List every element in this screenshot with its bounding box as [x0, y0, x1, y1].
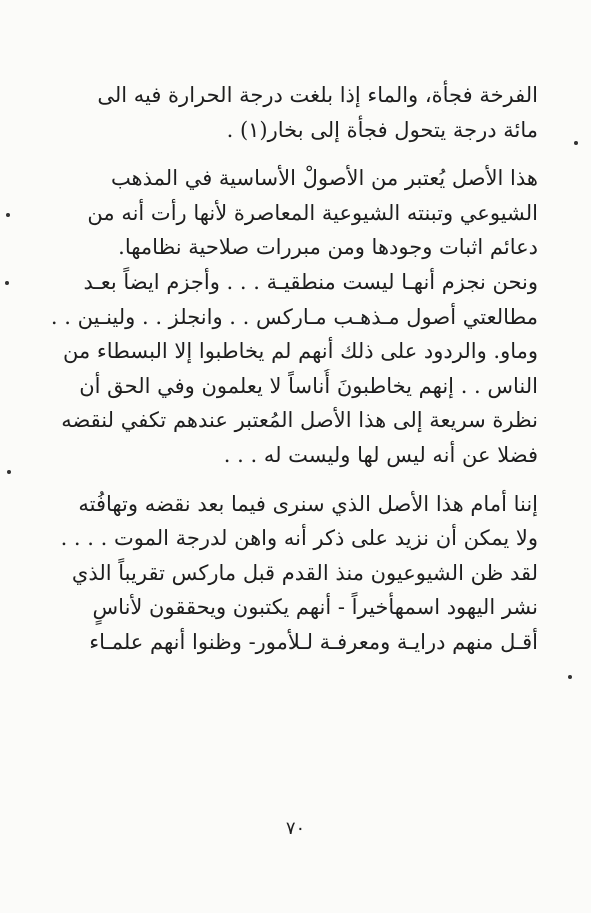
margin-mark: [7, 470, 11, 474]
text-line: لقد ظن الشيوعيون منذ القدم قبل ماركس تقريباً الذي: [71, 560, 538, 585]
text-line: مطالعتي أصول مـذهـب مـاركس . . وانجلز . . ولينـين . .: [50, 304, 538, 329]
margin-mark: [568, 675, 572, 679]
text-line: الناس . . إنهم يخاطبونَ أُناساً لا يعلمون وفي الحق أن: [79, 373, 538, 398]
text-line: وماو. والردود على ذلك أنهم لم يخاطبوا إلا البسطاء من: [62, 339, 538, 364]
text-line: ونحن نجزم أنهـا ليست منطقيـة . . . وأجزم ايضاً بعـد: [83, 269, 538, 294]
text-line: ولا يمكن أن نزيد على ذكر أنه واهن لدرجة الموت . . . .: [60, 526, 538, 551]
text-line: الفرخة فجأة، والماء إذا بلغت درجة الحرارة فيه الى: [97, 83, 538, 107]
text-line: أقـل منهم درايـة ومعرفـة لـلأمور- وظنوا أنهم علمـاء: [89, 629, 538, 654]
paragraph-2: [48, 161, 538, 472]
body-text: [48, 78, 538, 660]
page-number: ٧٠: [285, 818, 306, 839]
margin-mark: [5, 281, 9, 285]
text-line: فضلا عن أنه ليس لها وليست له . . .: [223, 442, 538, 467]
margin-mark: [6, 213, 10, 217]
paragraph-3: [48, 487, 538, 660]
text-line: إننا أمام هذا الأصل الذي سنرى فيما بعد نقضه وتهافُته: [78, 491, 538, 516]
margin-mark: [574, 141, 578, 145]
paragraph-1: [48, 78, 538, 147]
text-line: نشر اليهود اسمهأخيراً - أنهم يكتبون ويحققون لأناسٍ: [92, 595, 538, 620]
text-line: نظرة سريعة إلى هذا الأصل المُعتبر عندهم تكفي لنقضه: [61, 408, 538, 433]
text-line: دعائم اثبات وجودها ومن مبررات صلاحية نظامها.: [118, 235, 538, 260]
text-line: هذا الأصل يُعتبر من الأصولْ الأساسية في المذهب: [110, 166, 538, 191]
text-line: مائة درجة يتحول فجأة إلى بخار(١) .: [226, 117, 538, 142]
text-line: الشيوعي وتبنته الشيوعية المعاصرة لأنها رأت أنه من: [87, 200, 538, 225]
